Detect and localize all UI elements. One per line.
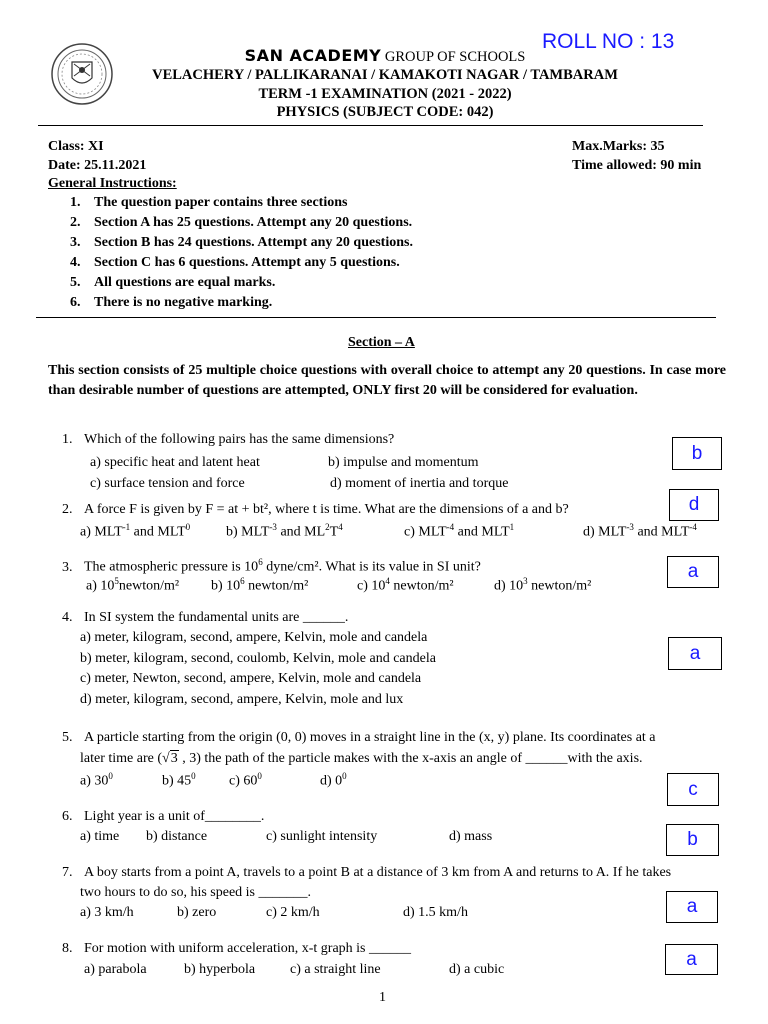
answer-box: b bbox=[672, 437, 722, 470]
max-marks-label: Max.Marks: 35 bbox=[572, 139, 665, 154]
question-1: 1. Which of the following pairs has the same dimensions? bbox=[62, 432, 395, 447]
instruction-item: 5. All questions are equal marks. bbox=[70, 275, 276, 290]
option: d) $10^3$ newton/m² bbox=[494, 576, 592, 594]
option: b) meter, kilogram, second, coulomb, Kelvin, mole and candela bbox=[80, 651, 436, 666]
instruction-item: 6. There is no negative marking. bbox=[70, 295, 273, 310]
instructions-divider bbox=[36, 317, 716, 318]
question-5-line-2: later time are (√3 , 3) the path of the particle makes with the x-axis an angle of ______with the axis. bbox=[80, 751, 643, 766]
date-label: Date: 25.11.2021 bbox=[48, 158, 147, 173]
header-divider bbox=[38, 125, 703, 126]
option: c) 2 km/h bbox=[266, 905, 320, 920]
exam-title: TERM -1 EXAMINATION (2021 - 2022) bbox=[258, 86, 512, 102]
option: d) meter, kilogram, second, ampere, Kelvin, mole and lux bbox=[80, 692, 404, 707]
option: a) 3 km/h bbox=[80, 905, 134, 920]
instruction-item: 1. The question paper contains three sections bbox=[70, 195, 348, 210]
option: b) hyperbola bbox=[184, 962, 256, 977]
question-5: 5. A particle starting from the origin (0, 0) moves in a straight line in the (x, y) plane. Its coordinates at a bbox=[62, 730, 656, 745]
answer-box: a bbox=[665, 944, 718, 975]
school-emblem-icon bbox=[50, 42, 114, 106]
answer-box: d bbox=[669, 489, 719, 521]
option: a) parabola bbox=[84, 962, 147, 977]
answer-box: b bbox=[666, 824, 719, 856]
answer-box: c bbox=[667, 773, 719, 806]
instructions-title: General Instructions: bbox=[48, 176, 177, 191]
answer-box: a bbox=[667, 556, 719, 588]
class-label: Class: XI bbox=[48, 139, 104, 154]
option: a) specific heat and latent heat bbox=[90, 455, 260, 470]
option: c) $10^4$ newton/m² bbox=[357, 576, 454, 594]
subject-title: PHYSICS (SUBJECT CODE: 042) bbox=[276, 104, 494, 120]
instruction-item: 4. Section C has 6 questions. Attempt any 5 questions. bbox=[70, 255, 400, 270]
option: a) $30^0$ bbox=[80, 771, 113, 789]
question-2: 2. A force F is given by F = at + bt², where t is time. What are the dimensions of a and b? bbox=[62, 502, 569, 517]
option: d) mass bbox=[449, 829, 493, 844]
option: a) $10^5newton/m^2$ bbox=[86, 576, 180, 594]
question-3: 3. The atmospheric pressure is $10^6$ dyne/cm². What is its value in SI unit? bbox=[62, 557, 481, 575]
option: a) $MLT^{-1}$ and MLT$^0$ bbox=[80, 522, 191, 540]
square-root: √3 bbox=[162, 751, 178, 766]
brand-name: SAN ACADEMY bbox=[244, 46, 382, 65]
option: b) $10^6$ newton/m² bbox=[211, 576, 309, 594]
option: c) a straight line bbox=[290, 962, 381, 977]
option: b) distance bbox=[146, 829, 208, 844]
option: c) meter, Newton, second, ampere, Kelvin, mole and candela bbox=[80, 671, 422, 686]
answer-box: a bbox=[666, 891, 718, 923]
question-7: 7. A boy starts from a point A, travels to a point B at a distance of 3 km from A and returns to A. If he takes bbox=[62, 865, 672, 880]
answer-box: a bbox=[668, 637, 722, 670]
option: d) $MLT^{-3}$ and $MLT^{-4}$ bbox=[583, 522, 697, 540]
page-number: 1 bbox=[379, 990, 386, 1005]
option: c) surface tension and force bbox=[90, 476, 245, 491]
option: c) $60^0$ bbox=[229, 771, 262, 789]
option: d) moment of inertia and torque bbox=[330, 476, 509, 491]
instructions-list bbox=[70, 193, 413, 313]
option: b) zero bbox=[177, 905, 217, 920]
school-title bbox=[130, 46, 640, 66]
option: d) $0^0$ bbox=[320, 771, 347, 789]
option: b) $MLT^{-3}$ and $ML^2T^4$ bbox=[226, 522, 343, 540]
option: b) impulse and momentum bbox=[328, 455, 479, 470]
section-description: This section consists of 25 multiple choice questions with overall choice to attempt any 20 questions. In case more than desirable number of questions are attempted, ONLY first 20 will be considered for evaluation. bbox=[48, 363, 726, 398]
time-allowed-label: Time allowed: 90 min bbox=[572, 158, 702, 173]
option: b) $45^0$ bbox=[162, 771, 196, 789]
brand-suffix: GROUP OF SCHOOLS bbox=[381, 49, 526, 65]
instruction-item: 3. Section B has 24 questions. Attempt any 20 questions. bbox=[70, 235, 413, 250]
question-6: 6. Light year is a unit of________. bbox=[62, 809, 265, 824]
section-title: Section – A bbox=[348, 335, 415, 350]
option: c) sunlight intensity bbox=[266, 829, 378, 844]
question-4: 4. In SI system the fundamental units are ______. bbox=[62, 610, 349, 625]
option: a) meter, kilogram, second, ampere, Kelvin, mole and candela bbox=[80, 630, 428, 645]
branches-line: VELACHERY / PALLIKARANAI / KAMAKOTI NAGAR / TAMBARAM bbox=[152, 67, 618, 83]
option: d) 1.5 km/h bbox=[403, 905, 468, 920]
roll-number: ROLL NO : 13 bbox=[542, 30, 675, 53]
instruction-item: 2. Section A has 25 questions. Attempt any 20 questions. bbox=[70, 215, 413, 230]
question-7-line-2: two hours to do so, his speed is _______. bbox=[80, 885, 311, 900]
option: a) time bbox=[80, 829, 120, 844]
option: c) $MLT^{-4}$ and MLT$^1$ bbox=[404, 522, 515, 540]
question-8: 8. For motion with uniform acceleration, x-t graph is ______ bbox=[62, 941, 411, 956]
option: d) a cubic bbox=[449, 962, 505, 977]
